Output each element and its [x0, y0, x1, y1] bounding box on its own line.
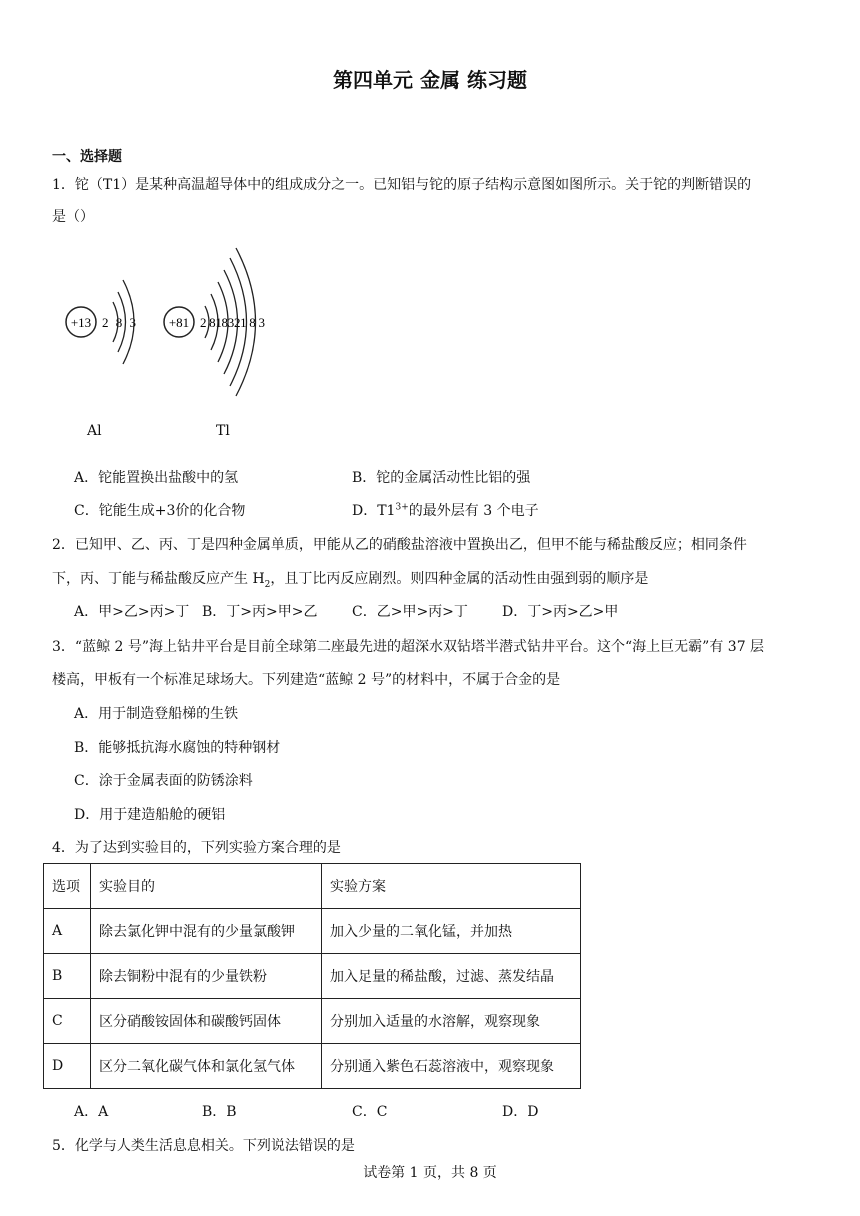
- table-row: [44, 909, 581, 954]
- table-cell: 区分二氧化碳气体和氯化氢气体: [91, 1044, 322, 1089]
- al-atom-diagram: [66, 280, 138, 364]
- q5-stem: 5．化学与人类生活息息相关。下列说法错误的是: [52, 1138, 355, 1154]
- al-nucleus: +13: [70, 315, 92, 330]
- q3-stem-line2: 楼高，甲板有一个标准足球场大。下列建造“蓝鲸 2 号”的材料中，不属于合金的是: [52, 672, 561, 688]
- q1-stem-line2: 是（）: [52, 209, 94, 225]
- q3-stem-line1: 3．“蓝鲸 2 号”海上钻井平台是目前全球第二座最先进的超深水双钻塔半潜式钻井平台。这个“海上巨无霸”有 37 层: [52, 639, 765, 655]
- tl-nucleus: +81: [168, 315, 190, 330]
- q2-stem-line2: 下，丙、丁能与稀盐酸反应产生 $H_2$，且丁比丙反应剧烈。则四种金属的活动性由强到弱的顺序是: [52, 571, 649, 590]
- q3-option-b: B．能够抵抗海水腐蚀的特种钢材: [74, 740, 281, 756]
- q1-option-a: A．铊能置换出盐酸中的氢: [74, 470, 239, 486]
- q2-stem-line1: 2．已知甲、乙、丙、丁是四种金属单质，甲能从乙的硝酸盐溶液中置换出乙，但甲不能与稀盐酸反应；相同条件: [52, 537, 747, 553]
- q4-option-a: A．A: [74, 1104, 109, 1120]
- q1-option-b: B．铊的金属活动性比铝的强: [352, 470, 531, 486]
- tl-label: Tl: [216, 423, 230, 439]
- q4-option-b: B．B: [202, 1104, 237, 1120]
- table-cell: 除去铜粉中混有的少量铁粉: [91, 954, 322, 999]
- q2-option-c: C．乙>甲>丙>丁: [352, 604, 468, 620]
- tl-atom-diagram: [164, 248, 265, 396]
- header-cell: 实验目的: [91, 864, 322, 909]
- section-heading: 一、选择题: [52, 149, 122, 165]
- table-cell: 加入少量的二氧化锰，并加热: [322, 909, 581, 954]
- table-cell: 分别加入适量的水溶解，观察现象: [322, 999, 581, 1044]
- table-cell: 除去氯化钾中混有的少量氯酸钾: [91, 909, 322, 954]
- table-row: [44, 954, 581, 999]
- q4-stem: 4．为了达到实验目的，下列实验方案合理的是: [52, 840, 341, 856]
- page-footer: 试卷第 1 页，共 8 页: [363, 1165, 497, 1181]
- q2-option-d: D．丁>丙>乙>甲: [502, 604, 619, 620]
- q1-option-d: D．$T1^{3+}$的最外层有 3 个电子: [352, 502, 539, 519]
- table-cell: 分别通入紫色石蕊溶液中，观察现象: [322, 1044, 581, 1089]
- table-row: [44, 1044, 581, 1089]
- header-cell: 实验方案: [322, 864, 581, 909]
- table-cell: C: [44, 999, 91, 1044]
- table-header-row: [44, 864, 581, 909]
- q3-option-c: C．涂于金属表面的防锈涂料: [74, 773, 253, 789]
- header-cell: 选项: [44, 864, 91, 909]
- table-cell: B: [44, 954, 91, 999]
- experiment-table: [43, 863, 581, 1089]
- q2-option-b: B．丁>丙>甲>乙: [202, 604, 318, 620]
- q1-stem-line1: 1．铊（T1）是某种高温超导体中的组成成分之一。已知铝与铊的原子结构示意图如图所示。关于铊的判断错误的: [52, 177, 752, 193]
- table-row: [44, 999, 581, 1044]
- table-cell: 区分硝酸铵固体和碳酸钙固体: [91, 999, 322, 1044]
- q3-option-d: D．用于建造船舱的硬铝: [74, 807, 226, 823]
- q4-option-d: D．D: [502, 1104, 539, 1120]
- table-cell: A: [44, 909, 91, 954]
- atom-structure-diagram: [55, 238, 295, 418]
- al-label: Al: [87, 423, 102, 439]
- al-shells: 2 8 3: [102, 315, 138, 330]
- q2-option-a: A．甲>乙>丙>丁: [74, 604, 190, 620]
- q3-option-a: A．用于制造登船梯的生铁: [74, 706, 239, 722]
- tl-shells: 2 818321 8 3: [200, 315, 265, 330]
- q4-option-c: C．C: [352, 1104, 388, 1120]
- q1-option-c: C．铊能生成+3价的化合物: [74, 503, 246, 519]
- table-cell: 加入足量的稀盐酸，过滤、蒸发结晶: [322, 954, 581, 999]
- page-title: 第四单元 金属 练习题: [333, 68, 527, 92]
- table-cell: D: [44, 1044, 91, 1089]
